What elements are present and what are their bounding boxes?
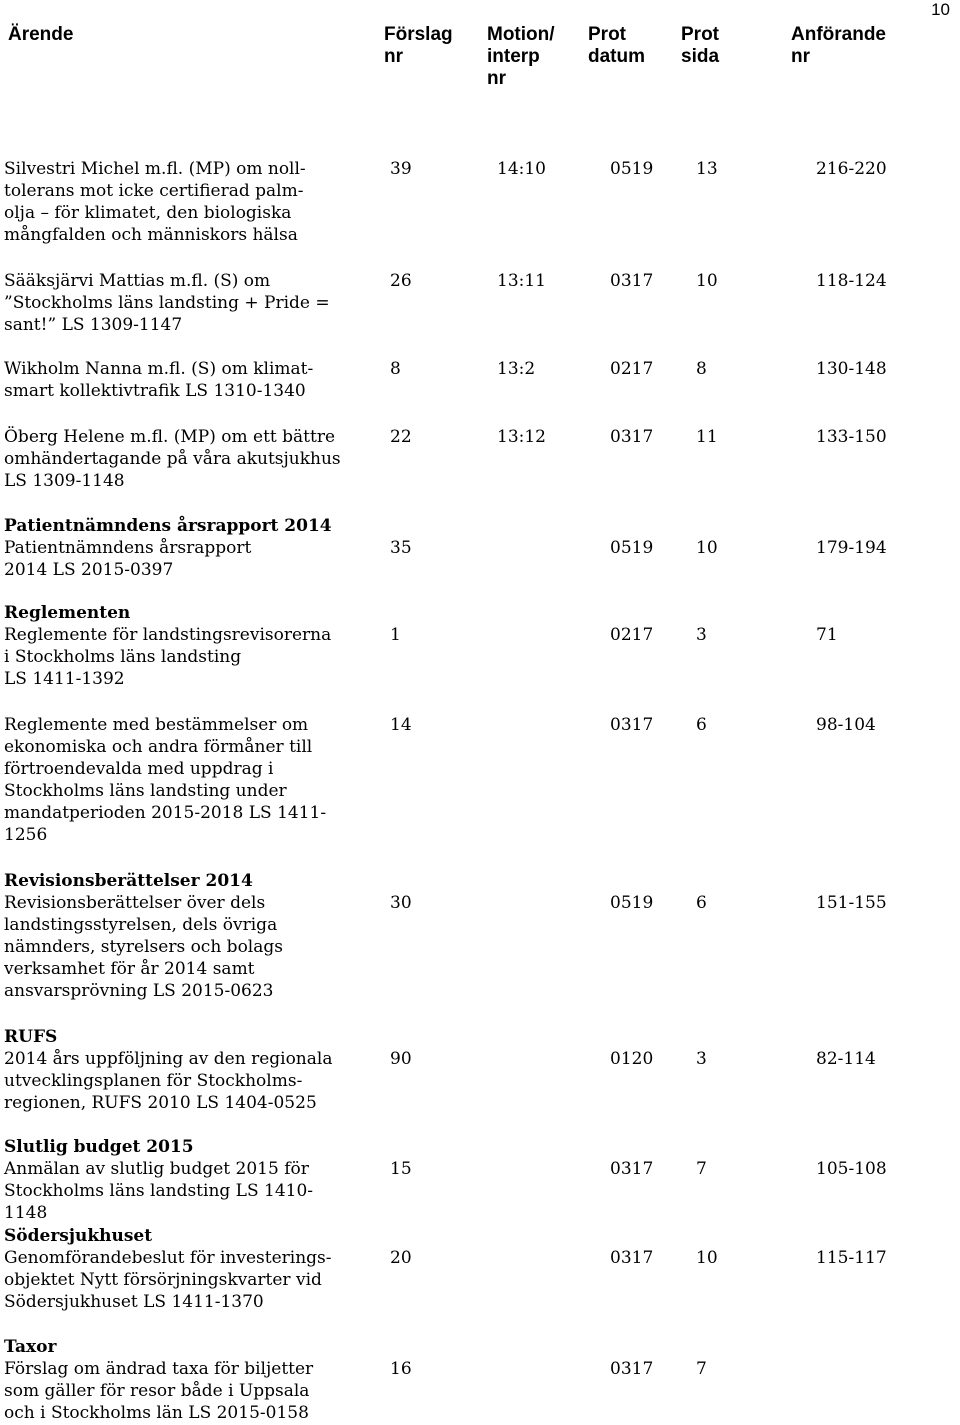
forslag-nr: 39 xyxy=(390,159,412,179)
forslag-nr: 30 xyxy=(390,893,412,913)
anforande-nr: 98-104 xyxy=(816,715,876,735)
header-prot-sida: Prot sida xyxy=(681,24,720,67)
prot-datum: 0317 xyxy=(610,1248,654,1268)
anforande-nr: 71 xyxy=(816,625,838,645)
arende-cell xyxy=(4,1336,354,1424)
forslag-nr: 1 xyxy=(390,625,401,645)
section-heading: Taxor xyxy=(4,1337,57,1357)
arende-cell xyxy=(4,1136,354,1224)
arende-text: Genomförandebeslut för investerings- objektet Nytt försörjningskvarter vid Södersjukhuset LS 1411-1370 xyxy=(4,1248,332,1312)
forslag-nr: 16 xyxy=(390,1359,412,1379)
anforande-nr: 105-108 xyxy=(816,1159,887,1179)
prot-datum: 0317 xyxy=(610,427,654,447)
prot-datum: 0317 xyxy=(610,715,654,735)
prot-datum: 0217 xyxy=(610,359,654,379)
prot-datum: 0317 xyxy=(610,1159,654,1179)
anforande-nr: 151-155 xyxy=(816,893,887,913)
arende-cell xyxy=(4,158,354,246)
arende-cell xyxy=(4,870,354,1002)
arende-cell xyxy=(4,358,354,402)
arende-cell xyxy=(4,515,354,581)
prot-datum: 0317 xyxy=(610,1359,654,1379)
prot-datum: 0317 xyxy=(610,271,654,291)
anforande-nr: 82-114 xyxy=(816,1049,876,1069)
prot-datum: 0120 xyxy=(610,1049,654,1069)
header-arende: Ärende xyxy=(8,24,74,45)
prot-datum: 0217 xyxy=(610,625,654,645)
prot-sida: 10 xyxy=(696,538,718,558)
arende-text: Silvestri Michel m.fl. (MP) om noll- tolerans mot icke certifierad palm- olja – för klimatet, den biologiska mångfalden och människors hälsa xyxy=(4,159,306,245)
forslag-nr: 22 xyxy=(390,427,412,447)
arende-text: Förslag om ändrad taxa för biljetter som gäller för resor både i Uppsala och i Stockholms län LS 2015-0158 xyxy=(4,1359,314,1423)
motion-nr: 13:12 xyxy=(497,427,546,447)
prot-datum: 0519 xyxy=(610,159,654,179)
motion-nr: 14:10 xyxy=(497,159,546,179)
prot-sida: 11 xyxy=(696,427,718,447)
arende-text: Reglemente för landstingsrevisorerna i Stockholms läns landsting LS 1411-1392 xyxy=(4,625,332,689)
prot-sida: 6 xyxy=(696,715,707,735)
anforande-nr: 118-124 xyxy=(816,271,887,291)
prot-sida: 7 xyxy=(696,1359,707,1379)
arende-cell xyxy=(4,1225,354,1313)
anforande-nr: 133-150 xyxy=(816,427,887,447)
section-heading: RUFS xyxy=(4,1027,58,1047)
anforande-nr: 115-117 xyxy=(816,1248,887,1268)
prot-sida: 6 xyxy=(696,893,707,913)
header-prot-datum: Prot datum xyxy=(588,24,645,67)
forslag-nr: 8 xyxy=(390,359,401,379)
arende-text: 2014 års uppföljning av den regionala utvecklingsplanen för Stockholms- regionen, RUFS 2010 LS 1404-0525 xyxy=(4,1049,333,1113)
anforande-nr: 130-148 xyxy=(816,359,887,379)
forslag-nr: 20 xyxy=(390,1248,412,1268)
motion-nr: 13:11 xyxy=(497,271,546,291)
section-heading: Slutlig budget 2015 xyxy=(4,1137,194,1157)
prot-sida: 7 xyxy=(696,1159,707,1179)
anforande-nr: 179-194 xyxy=(816,538,887,558)
arende-text: Wikholm Nanna m.fl. (S) om klimat- smart kollektivtrafik LS 1310-1340 xyxy=(4,359,314,401)
section-heading: Patientnämndens årsrapport 2014 xyxy=(4,516,332,536)
header-motion-interp-nr: Motion/ interp nr xyxy=(487,24,555,89)
motion-nr: 13:2 xyxy=(497,359,536,379)
forslag-nr: 15 xyxy=(390,1159,412,1179)
prot-sida: 10 xyxy=(696,1248,718,1268)
arende-text: Anmälan av slutlig budget 2015 för Stockholms läns landsting LS 1410-1148 xyxy=(4,1159,314,1223)
forslag-nr: 14 xyxy=(390,715,412,735)
arende-cell xyxy=(4,1026,354,1114)
anforande-nr: 216-220 xyxy=(816,159,887,179)
prot-sida: 8 xyxy=(696,359,707,379)
arende-text: Sääksjärvi Mattias m.fl. (S) om ”Stockholms läns landsting + Pride = sant!” LS 1309-1147 xyxy=(4,271,330,335)
arende-text: Patientnämndens årsrapport 2014 LS 2015-0397 xyxy=(4,538,252,580)
prot-sida: 10 xyxy=(696,271,718,291)
prot-datum: 0519 xyxy=(610,538,654,558)
arende-cell xyxy=(4,602,354,690)
section-heading: Södersjukhuset xyxy=(4,1226,153,1246)
forslag-nr: 26 xyxy=(390,271,412,291)
prot-sida: 3 xyxy=(696,1049,707,1069)
page-number: 10 xyxy=(931,0,950,19)
section-heading: Reglementen xyxy=(4,603,131,623)
header-forslag-nr: Förslag nr xyxy=(384,24,453,67)
forslag-nr: 35 xyxy=(390,538,412,558)
prot-datum: 0519 xyxy=(610,893,654,913)
arende-text: Öberg Helene m.fl. (MP) om ett bättre omhändertagande på våra akutsjukhus LS 1309-1148 xyxy=(4,427,341,491)
prot-sida: 3 xyxy=(696,625,707,645)
arende-cell xyxy=(4,270,354,336)
forslag-nr: 90 xyxy=(390,1049,412,1069)
arende-cell xyxy=(4,426,354,492)
prot-sida: 13 xyxy=(696,159,718,179)
section-heading: Revisionsberättelser 2014 xyxy=(4,871,253,891)
arende-text: Reglemente med bestämmelser om ekonomiska och andra förmåner till förtroendevalda med uppdrag i Stockholms läns landsting under mandatperioden 2015-2018 LS 1411- 1256 xyxy=(4,715,327,845)
arende-cell xyxy=(4,714,354,846)
header-anforande-nr: Anförande nr xyxy=(791,24,886,67)
arende-text: Revisionsberättelser över dels landstingsstyrelsen, dels övriga nämnders, styrelsers och bolags verksamhet för år 2014 samt ansvarsprövning LS 2015-0623 xyxy=(4,893,283,1001)
